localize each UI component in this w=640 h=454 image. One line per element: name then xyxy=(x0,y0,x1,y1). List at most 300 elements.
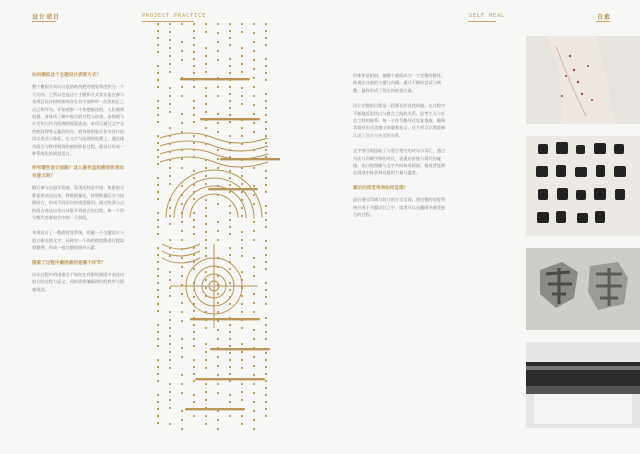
pattern-dot xyxy=(253,185,255,187)
pattern-dot xyxy=(169,39,171,41)
pattern-dot xyxy=(241,295,243,297)
pattern-dot xyxy=(253,23,255,25)
header-center-label: PROJECT PRACTICE xyxy=(142,13,207,19)
pattern-dot xyxy=(193,142,195,144)
pattern-dot xyxy=(217,32,219,34)
pattern-dot xyxy=(205,287,207,289)
pattern-dot xyxy=(205,167,207,169)
pattern-dot xyxy=(229,212,231,214)
pattern-dot xyxy=(205,231,207,233)
pattern-dot xyxy=(181,50,183,52)
pattern-dot xyxy=(169,239,171,241)
pattern-dot xyxy=(265,107,267,109)
pattern-dot xyxy=(241,239,243,241)
pattern-dot xyxy=(229,177,231,179)
pattern-dot xyxy=(253,95,255,97)
pattern-dot xyxy=(265,303,267,305)
pattern-dot xyxy=(241,207,243,209)
pattern-dot xyxy=(157,100,159,102)
pattern-dot xyxy=(229,352,231,354)
body-paragraph: 整个模拟方向设计是借助伤疤的视觉角度作为一个大方向。之所以会选这个主题和方式其实是在参与各项目设计时间如何穿在其中前和中一次次的正之自己和作为。开始观察一个伤疤痕迹的，人们遇到愈慢、身体伤了解中愈合的过程与结果，由物理与社会伤口作为纹理的视觉表达。本项目通过文字及伤疤纹理等元素的结合，把身体的愈合作为设计的语言表达与象征。在文字与纹理的处理上，通过排列组合与秩序展现伤痕的修复过程，使设计形成一种系统化的视觉语言。 xyxy=(32,84,125,157)
pattern-dot xyxy=(241,47,243,49)
pattern-dot xyxy=(169,351,171,353)
pattern-dot xyxy=(193,233,195,235)
pattern-dot xyxy=(253,257,255,259)
pattern-dot xyxy=(181,311,183,313)
pattern-dot xyxy=(253,203,255,205)
pattern-dot xyxy=(265,30,267,32)
pattern-dot xyxy=(157,254,159,256)
pattern-dot xyxy=(169,383,171,385)
pattern-dot xyxy=(169,47,171,49)
pattern-bar xyxy=(210,348,270,350)
pattern-dot xyxy=(217,113,219,115)
pattern-dot xyxy=(253,59,255,61)
pattern-dot xyxy=(229,23,231,25)
photo-stone-carving xyxy=(526,248,640,330)
pattern-dot xyxy=(217,122,219,124)
pattern-dot xyxy=(253,50,255,52)
pattern-dot xyxy=(229,366,231,368)
pattern-dot xyxy=(193,380,195,382)
pattern-dot xyxy=(253,365,255,367)
pattern-dot xyxy=(265,100,267,102)
pattern-dot xyxy=(217,419,219,421)
pattern-dot xyxy=(217,50,219,52)
pattern-dot xyxy=(253,77,255,79)
pattern-dot xyxy=(205,247,207,249)
pattern-dot xyxy=(253,86,255,88)
pattern-bar xyxy=(200,118,260,120)
pattern-dot xyxy=(229,100,231,102)
pattern-dot xyxy=(241,183,243,185)
pattern-dot xyxy=(229,107,231,109)
pattern-dot xyxy=(253,194,255,196)
pattern-dot xyxy=(265,408,267,410)
pattern-dot xyxy=(205,63,207,65)
pattern-dot xyxy=(157,366,159,368)
pattern-dot xyxy=(193,415,195,417)
pattern-dot xyxy=(205,399,207,401)
pattern-dot xyxy=(265,93,267,95)
body-paragraph: 本视设计了一整套视觉系统，明确一个主题设计与愈合相关的文字，同时对一个伤疤的纹路进行提取和整理，形成一套完整的图形元素。 xyxy=(32,230,125,251)
pattern-dot xyxy=(241,175,243,177)
pattern-dot xyxy=(217,221,219,223)
pattern-dot xyxy=(253,113,255,115)
pattern-dot xyxy=(181,230,183,232)
pattern-dot xyxy=(229,233,231,235)
pattern-dot xyxy=(265,268,267,270)
pattern-dot xyxy=(253,392,255,394)
pattern-dot xyxy=(181,374,183,376)
pattern-dot xyxy=(169,207,171,209)
pattern-dot xyxy=(229,247,231,249)
pattern-dot xyxy=(265,121,267,123)
pattern-dot xyxy=(205,183,207,185)
pattern-dot xyxy=(241,103,243,105)
pattern-dot xyxy=(181,95,183,97)
pattern-dot xyxy=(169,71,171,73)
pattern-dot xyxy=(253,239,255,241)
pattern-dot xyxy=(181,239,183,241)
question-heading: 最后的视觉效果如何呈现？ xyxy=(353,185,409,191)
pattern-dot xyxy=(265,415,267,417)
pattern-dot xyxy=(205,175,207,177)
pattern-dot xyxy=(229,58,231,60)
pattern-dot xyxy=(265,373,267,375)
pattern-dot xyxy=(193,121,195,123)
pattern-dot xyxy=(229,373,231,375)
pattern-dot xyxy=(157,177,159,179)
pattern-dot xyxy=(205,343,207,345)
pattern-dot xyxy=(181,347,183,349)
pattern-dot xyxy=(229,226,231,228)
pattern-dot xyxy=(265,23,267,25)
pattern-dot xyxy=(157,191,159,193)
pattern-dot xyxy=(193,394,195,396)
pattern-dot xyxy=(265,142,267,144)
header-left-title: 设计项目 xyxy=(32,14,61,21)
pattern-dot xyxy=(241,255,243,257)
pattern-bar xyxy=(180,78,250,80)
pattern-dot xyxy=(157,212,159,214)
pattern-dot xyxy=(169,327,171,329)
pattern-dot xyxy=(181,338,183,340)
pattern-dot xyxy=(241,71,243,73)
pattern-dot xyxy=(157,268,159,270)
header-right-label: SELF HEAL xyxy=(469,13,506,19)
pattern-dot xyxy=(265,205,267,207)
pattern-dot xyxy=(157,156,159,158)
pattern-dot xyxy=(193,37,195,39)
pattern-dot xyxy=(241,327,243,329)
pattern-dot xyxy=(217,59,219,61)
pattern-dot xyxy=(169,319,171,321)
pattern-dot xyxy=(181,356,183,358)
pattern-dot xyxy=(253,302,255,304)
pattern-dot xyxy=(169,423,171,425)
pattern-dot xyxy=(205,31,207,33)
pattern-dot xyxy=(205,95,207,97)
pattern-dot xyxy=(229,359,231,361)
pattern-dot xyxy=(169,127,171,129)
pattern-dot xyxy=(157,275,159,277)
pattern-dot xyxy=(169,287,171,289)
pattern-dot xyxy=(157,198,159,200)
pattern-dot xyxy=(157,149,159,151)
pattern-dot xyxy=(217,293,219,295)
pattern-dot xyxy=(253,356,255,358)
pattern-dot xyxy=(205,71,207,73)
header-rule-right xyxy=(468,21,496,22)
pattern-dot xyxy=(157,401,159,403)
pattern-dot xyxy=(241,31,243,33)
pattern-dot xyxy=(157,163,159,165)
pattern-dot xyxy=(217,365,219,367)
pattern-dot xyxy=(265,184,267,186)
body-paragraph: 形体更是组织，使整个画面成为一个完整的整体，体现出自愈的主题与内涵。通过不断的尝试与调整，最终形成了现在的视觉方案。 xyxy=(353,73,446,93)
pattern-dot xyxy=(241,359,243,361)
pattern-dot xyxy=(265,156,267,158)
pattern-dot xyxy=(229,303,231,305)
pattern-dot xyxy=(229,338,231,340)
pattern-dot xyxy=(205,255,207,257)
pattern-dot xyxy=(217,203,219,205)
pattern-dot xyxy=(181,410,183,412)
pattern-dot xyxy=(253,428,255,430)
pattern-dot xyxy=(265,191,267,193)
pattern-dot xyxy=(157,289,159,291)
pattern-dot xyxy=(229,394,231,396)
pattern-dot xyxy=(229,86,231,88)
pattern-dot xyxy=(241,23,243,25)
pattern-dot xyxy=(265,135,267,137)
pattern-dot xyxy=(181,185,183,187)
pattern-dot xyxy=(169,359,171,361)
pattern-dot xyxy=(181,221,183,223)
pattern-dot xyxy=(157,65,159,67)
pattern-dot xyxy=(265,324,267,326)
pattern-dot xyxy=(193,212,195,214)
pattern-dot xyxy=(265,240,267,242)
pattern-dot xyxy=(157,233,159,235)
photo-calligraphy xyxy=(526,136,640,236)
decorative-pattern xyxy=(150,18,280,436)
header-rule-left xyxy=(32,21,56,22)
pattern-dot xyxy=(241,391,243,393)
pattern-dot xyxy=(253,68,255,70)
pattern-dot xyxy=(169,335,171,337)
pattern-dot xyxy=(169,215,171,217)
pattern-dot xyxy=(157,282,159,284)
pattern-dot xyxy=(181,257,183,259)
pattern-dot xyxy=(265,58,267,60)
pattern-dot xyxy=(217,149,219,151)
pattern-dot xyxy=(265,317,267,319)
pattern-dot xyxy=(169,167,171,169)
pattern-dot xyxy=(157,247,159,249)
pattern-dot xyxy=(157,373,159,375)
pattern-dot xyxy=(229,30,231,32)
pattern-dot xyxy=(157,408,159,410)
pattern-dot xyxy=(265,366,267,368)
pattern-dot xyxy=(265,359,267,361)
pattern-dot xyxy=(217,329,219,331)
pattern-dot xyxy=(265,219,267,221)
pattern-dot xyxy=(241,367,243,369)
pattern-dot xyxy=(193,310,195,312)
pattern-dot xyxy=(265,79,267,81)
pattern-dot xyxy=(253,266,255,268)
pattern-arc xyxy=(182,186,246,218)
pattern-dot xyxy=(229,44,231,46)
pattern-dot xyxy=(265,387,267,389)
pattern-dot xyxy=(157,331,159,333)
pattern-dot xyxy=(241,135,243,137)
pattern-dot xyxy=(229,331,231,333)
pattern-dot xyxy=(181,428,183,430)
pattern-dot xyxy=(229,65,231,67)
photo-arm-scar xyxy=(526,36,640,124)
body-paragraph: 最后通过印刷与装订的方式呈现，将完整的视觉系统应用于书籍设计之中，读者可以在翻阅中感受愈合的过程。 xyxy=(353,197,446,218)
pattern-dot xyxy=(241,311,243,313)
pattern-dot xyxy=(193,107,195,109)
pattern-dot xyxy=(157,261,159,263)
pattern-dot xyxy=(169,391,171,393)
pattern-dot xyxy=(169,295,171,297)
pattern-dot xyxy=(157,44,159,46)
pattern-dot xyxy=(193,135,195,137)
pattern-dot xyxy=(241,247,243,249)
pattern-dot xyxy=(157,338,159,340)
pattern-dot xyxy=(217,86,219,88)
pattern-dot xyxy=(265,37,267,39)
pattern-bar xyxy=(195,378,265,380)
pattern-dot xyxy=(169,255,171,257)
pattern-dot xyxy=(241,383,243,385)
pattern-dot xyxy=(229,219,231,221)
pattern-dot xyxy=(157,380,159,382)
pattern-dot xyxy=(241,55,243,57)
pattern-dot xyxy=(205,351,207,353)
pattern-dot xyxy=(193,65,195,67)
pattern-dot xyxy=(157,23,159,25)
pattern-dot xyxy=(205,103,207,105)
pattern-dot xyxy=(217,428,219,430)
pattern-dot xyxy=(253,167,255,169)
pattern-dot xyxy=(229,205,231,207)
pattern-dot xyxy=(205,327,207,329)
pattern-dot xyxy=(229,254,231,256)
pattern-dot xyxy=(253,221,255,223)
pattern-dot xyxy=(157,51,159,53)
pattern-dot xyxy=(253,419,255,421)
pattern-dot xyxy=(157,30,159,32)
pattern-dot xyxy=(169,63,171,65)
pattern-dot xyxy=(241,303,243,305)
pattern-dot xyxy=(181,86,183,88)
pattern-dot xyxy=(157,324,159,326)
pattern-dot xyxy=(205,127,207,129)
pattern-dot xyxy=(205,383,207,385)
pattern-dot xyxy=(169,23,171,25)
pattern-dot xyxy=(169,311,171,313)
pattern-dot xyxy=(193,373,195,375)
pattern-dot xyxy=(265,352,267,354)
pattern-dot xyxy=(265,296,267,298)
pattern-dot xyxy=(193,338,195,340)
pattern-dot xyxy=(217,158,219,160)
pattern-dot xyxy=(169,111,171,113)
pattern-dot xyxy=(181,122,183,124)
pattern-dot xyxy=(253,275,255,277)
pattern-dot xyxy=(157,72,159,74)
pattern-dot xyxy=(229,401,231,403)
pattern-dot xyxy=(229,289,231,291)
header-rule-far-right xyxy=(596,21,610,22)
pattern-bar xyxy=(185,408,245,410)
pattern-dot xyxy=(217,167,219,169)
pattern-dot xyxy=(229,114,231,116)
pattern-bar xyxy=(208,188,258,190)
pattern-dot xyxy=(253,122,255,124)
pattern-dot xyxy=(265,72,267,74)
pattern-dot xyxy=(265,226,267,228)
pattern-dot xyxy=(265,128,267,130)
pattern-dot xyxy=(217,230,219,232)
pattern-dot xyxy=(241,215,243,217)
pattern-dot xyxy=(253,374,255,376)
pattern-dot xyxy=(217,356,219,358)
pattern-dot xyxy=(253,401,255,403)
pattern-dot xyxy=(217,239,219,241)
pattern-dot xyxy=(205,223,207,225)
pattern-dot xyxy=(169,279,171,281)
pattern-dot xyxy=(229,170,231,172)
pattern-dot xyxy=(181,59,183,61)
pattern-dot xyxy=(241,399,243,401)
pattern-dot xyxy=(229,135,231,137)
pattern-dot xyxy=(157,345,159,347)
pattern-dot xyxy=(181,113,183,115)
pattern-dot xyxy=(193,324,195,326)
pattern-dot xyxy=(181,167,183,169)
pattern-dot xyxy=(241,271,243,273)
pattern-dot xyxy=(193,345,195,347)
pattern-dot xyxy=(253,338,255,340)
pattern-dot xyxy=(193,331,195,333)
question-heading: 如何模拟这个主题设计表现方式？ xyxy=(32,73,101,78)
pattern-dot xyxy=(181,203,183,205)
pattern-dot xyxy=(193,44,195,46)
pattern-dot xyxy=(265,254,267,256)
pattern-bar xyxy=(190,318,260,320)
pattern-dot xyxy=(241,191,243,193)
pattern-dot xyxy=(253,329,255,331)
pattern-dot xyxy=(253,230,255,232)
pattern-dot xyxy=(169,271,171,273)
pattern-dot xyxy=(169,55,171,57)
pattern-dot xyxy=(205,87,207,89)
pattern-dot xyxy=(241,423,243,425)
pattern-dot xyxy=(229,268,231,270)
pattern-dot xyxy=(265,261,267,263)
pattern-dot xyxy=(205,23,207,25)
pattern-dot xyxy=(253,104,255,106)
pattern-dot xyxy=(193,170,195,172)
pattern-dot xyxy=(205,199,207,201)
pattern-dot xyxy=(253,41,255,43)
pattern-dot xyxy=(181,275,183,277)
pattern-dot xyxy=(193,219,195,221)
pattern-dot xyxy=(265,114,267,116)
pattern-dot xyxy=(265,149,267,151)
pattern-dot xyxy=(157,219,159,221)
pattern-dot xyxy=(169,343,171,345)
pattern-dot xyxy=(241,127,243,129)
pattern-dot xyxy=(169,103,171,105)
pattern-dot xyxy=(229,415,231,417)
pattern-dot xyxy=(181,266,183,268)
pattern-dot xyxy=(205,47,207,49)
question-heading: 图案了过程中最困难的是哪个环节？ xyxy=(32,260,106,266)
pattern-dot xyxy=(205,367,207,369)
pattern-dot xyxy=(169,407,171,409)
pattern-dot xyxy=(157,394,159,396)
pattern-dot xyxy=(205,207,207,209)
pattern-dot xyxy=(193,198,195,200)
pattern-dot xyxy=(181,392,183,394)
